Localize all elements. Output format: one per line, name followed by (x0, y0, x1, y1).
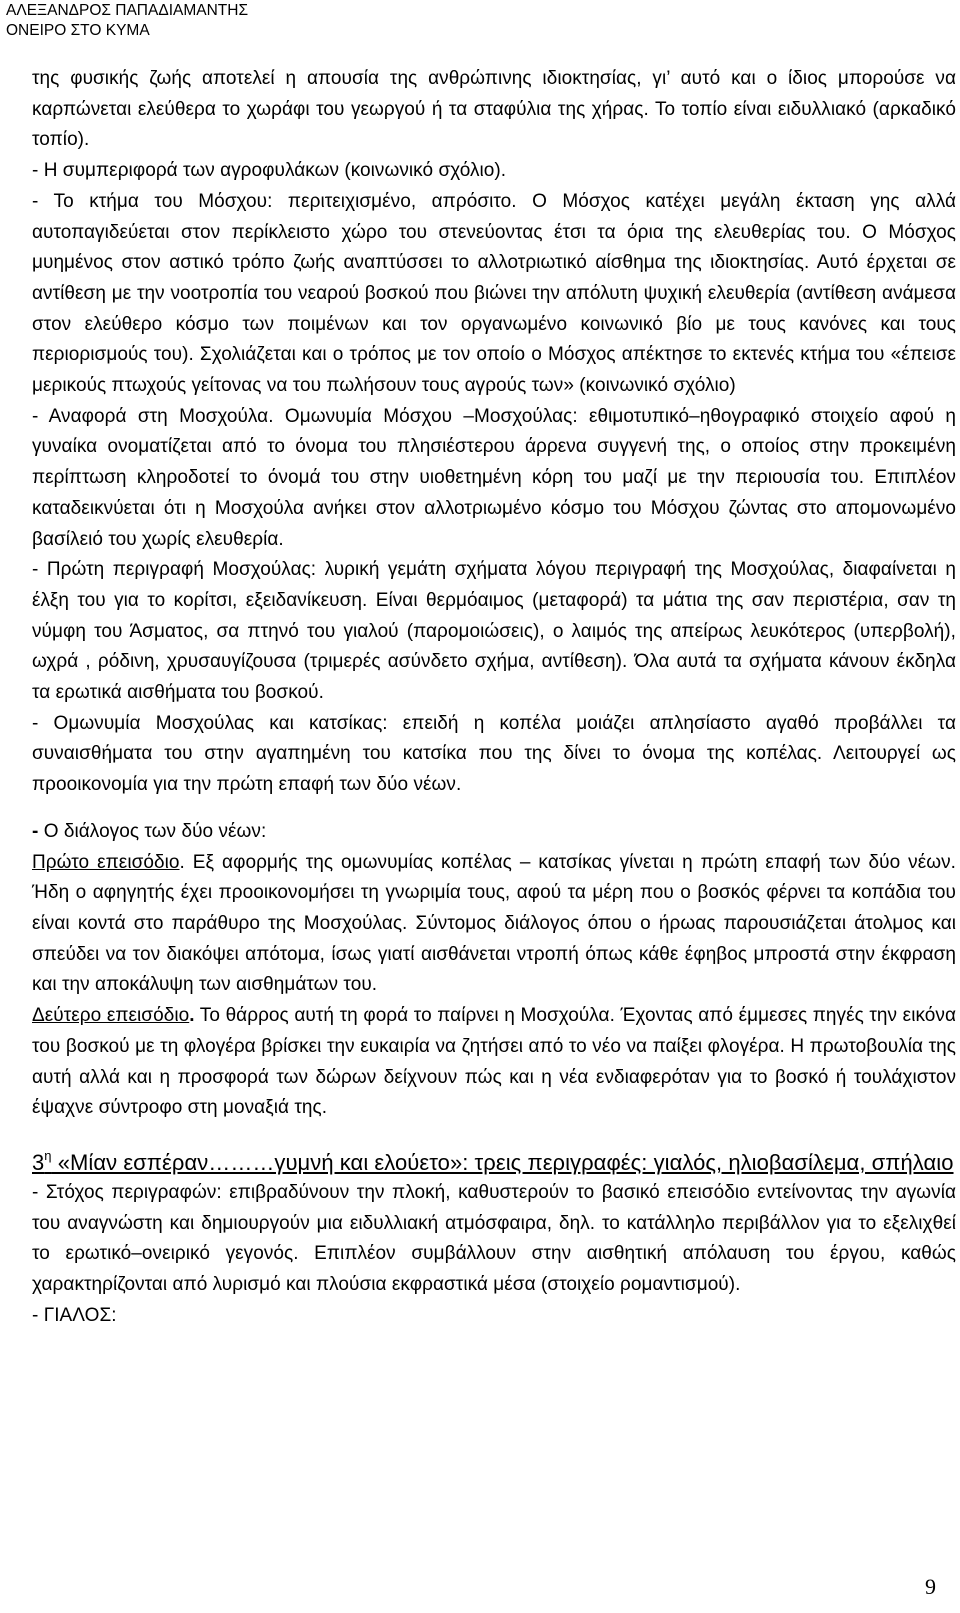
episode-1-label: Πρώτο επεισόδιο (32, 851, 180, 873)
section-heading-3 (32, 1140, 956, 1178)
dialog-dash: - (32, 820, 44, 842)
episode-1-text: . Εξ αφορμής της ομωνυμίας κοπέλας – κατσίκας γίνεται η πρώτη επαφή των δύο νέων. Ήδη ο αφηγητής έχει προοικονομήσει τη γνωριμία τους, αφού τα μέρη που ο βοσκός φέρνει τα κοπάδια του είναι κοντά στο παράθυρο της Μοσχούλας. Σύντομος διάλογος όπου ο ήρωας παρουσιάζεται άτολμος και σπεύδει να τον διακόψει απότομα, ίσως γιατί αισθάνεται ντροπή όπως κάθε έφηβος μπροστά στην έκφραση και την αποκάλυψη των αισθημάτων του. (32, 851, 957, 996)
header-title: ΟΝΕΙΡΟ ΣΤΟ ΚΥΜΑ (6, 22, 150, 39)
document-header (6, 1, 248, 41)
header-author: ΑΛΕΞΑΝΔΡΟΣ ΠΑΠΑΔΙΑΜΑΝΤΗΣ (6, 2, 249, 19)
episode-2-dot: . (189, 1005, 195, 1027)
paragraph: - Η συμπεριφορά των αγροφυλάκων (κοινωνικό σχόλιο). (32, 160, 507, 182)
paragraph: - Αναφορά στη Μοσχούλα. Ομωνυμία Μόσχου –Μοσχούλας: εθιμοτυπικό–ηθογραφικό στοιχείο αφού η γυναίκα ονοματίζεται από το όνομα του πλησιέστερου άρρενα συγγενή της, ο οποίος στην προκειμένη περίπτωση κληροδοτεί το όνομά του στην υιοθετημένη κόρη του μαζί με την περιουσία του. Επιπλέον καταδεικνύεται ότι η Μοσχούλα ανήκει στον αλλοτριωμένο κόσμο του Μόσχου ζώντας στο απομονωμένο βασίλειό του χωρίς ελευθερία. (32, 405, 956, 550)
paragraph-episode-2 (32, 1001, 956, 1124)
paragraph: της φυσικής ζωής αποτελεί η απουσία της ανθρώπινης ιδιοκτησίας, γι’ αυτό και ο ίδιος μπορούσε να καρπώνεται ελεύθερα το χωράφι του γεωργού ή τα σταφύλια της χήρας. Το τοπίο είναι ειδυλλιακό (αρκαδικό τοπίο). (32, 68, 956, 151)
paragraph: - Ομωνυμία Μοσχούλας και κατσίκας: επειδή η κοπέλα μοιάζει απλησίαστο αγαθό προβάλλει τα συναισθήματα του στην αγαπημένη του κατσίκα που της δίνει το όνομα της κοπέλας. Λειτουργεί ως προοικονομία για την πρώτη επαφή των δύο νέων. (32, 712, 956, 796)
episode-2-label: Δεύτερο επεισόδιο (32, 1005, 190, 1027)
spacer (32, 1124, 956, 1140)
heading-3-number: 3 (32, 1149, 45, 1175)
episode-2-text: Το θάρρος αυτή τη φορά το παίρνει η Μοσχούλα. Έχοντας από έμμεσες πηγές την εικόνα του βοσκού με τη φλογέρα βρίσκει την ευκαιρία να ζητήσει από το νέο να παίξει φλογέρα. Η πρωτοβουλία της αυτή αλλά και η προσφορά των δώρων δείχνουν πώς και η νέα ενδιαφερόταν για το βοσκό ή τουλάχιστον έψαχνε σύντροφο στη μοναξιά της. (32, 1005, 956, 1119)
paragraph: - Στόχος περιγραφών: επιβραδύνουν την πλοκή, καθυστερούν το βασικό επεισόδιο εντείνοντας την αγωνία του αναγνώστη και δημιουργούν μια ειδυλλιακή ατμόσφαιρα, δηλ. το κατάλληλο περιβάλλον για το εξελιχθεί το ερωτικό–ονειρικό γεγονός. Επιπλέον συμβάλλουν στην αισθητική απόλαυση του έργου, καθώς χαρακτηρίζονται από λυρισμό και πλούσια εκφραστικά μέσα (στοιχείο ρομαντισμού). (32, 1181, 956, 1296)
section-heading-dialog (32, 817, 956, 848)
paragraph: - ΓΙΑΛΟΣ: (32, 1304, 117, 1326)
paragraph-episode-1 (32, 848, 956, 1002)
spacer (32, 801, 956, 817)
page-number: 9 (925, 1574, 936, 1599)
dialog-heading-text: Ο διάλογος των δύο νέων: (43, 820, 267, 842)
heading-3-superscript: η (44, 1147, 52, 1163)
paragraph: - Πρώτη περιγραφή Μοσχούλας: λυρική γεμάτη σχήματα λόγου περιγραφή της Μοσχούλας, διαφαίνεται η έλξη του για το κορίτσι, εξειδανίκευση. Είναι θερμόαιμος (μεταφορά) τα μάτια της σαν περιστέρια, σαν τη νύμφη του Άσματος, σα πτηνό του γιαλού (παρομοιώσεις), ο λαιμός της απείρως λευκότερος (υπερβολή), ωχρά , ρόδινη, χρυσαυγίζουσα (τριμερές ασύνδετο σχήμα, αντίθεση). Όλα αυτά τα σχήματα κάνουν έκδηλα τα ερωτικά αισθήματα του βοσκού. (32, 559, 956, 704)
paragraph: - Το κτήμα του Μόσχου: περιτειχισμένο, απρόσιτο. Ο Μόσχος κατέχει μεγάλη έκταση γης αλλά αυτοπαγιδεύεται στον περίκλειστο χώρο του στενεύοντας έτσι τα όρια της ελευθερίας του. Ο Μόσχος μυημένος στον αστικό τρόπο ζωής αναπτύσσει το αλλοτριωτικό αίσθημα της ιδιοκτησίας. Αυτό έρχεται σε αντίθεση με την νοοτροπία του νεαρού βοσκού που βιώνει την απόλυτη ψυχική ελευθερία (αντίθεση ανάμεσα στον ελεύθερο κόσμο των ποιμένων και τον οργανωμένο κοινωνικό βίο με τους κανόνες και τους περιορισμούς του). Σχολιάζεται και ο τρόπος με τον οποίο ο Μόσχος απέκτησε το εκτενές κτήμα του «έπεισε μερικούς πτωχούς γείτονας να του πωλήσουν τους αγρούς των» (κοινωνικό σχόλιο) (32, 190, 956, 397)
heading-3-text: «Μίαν εσπέραν………γυμνή και ελούετο»: τρεις περιγραφές: γιαλός, ηλιοβασίλεμα, σπήλαιο (51, 1149, 954, 1175)
document-body (32, 64, 956, 1331)
